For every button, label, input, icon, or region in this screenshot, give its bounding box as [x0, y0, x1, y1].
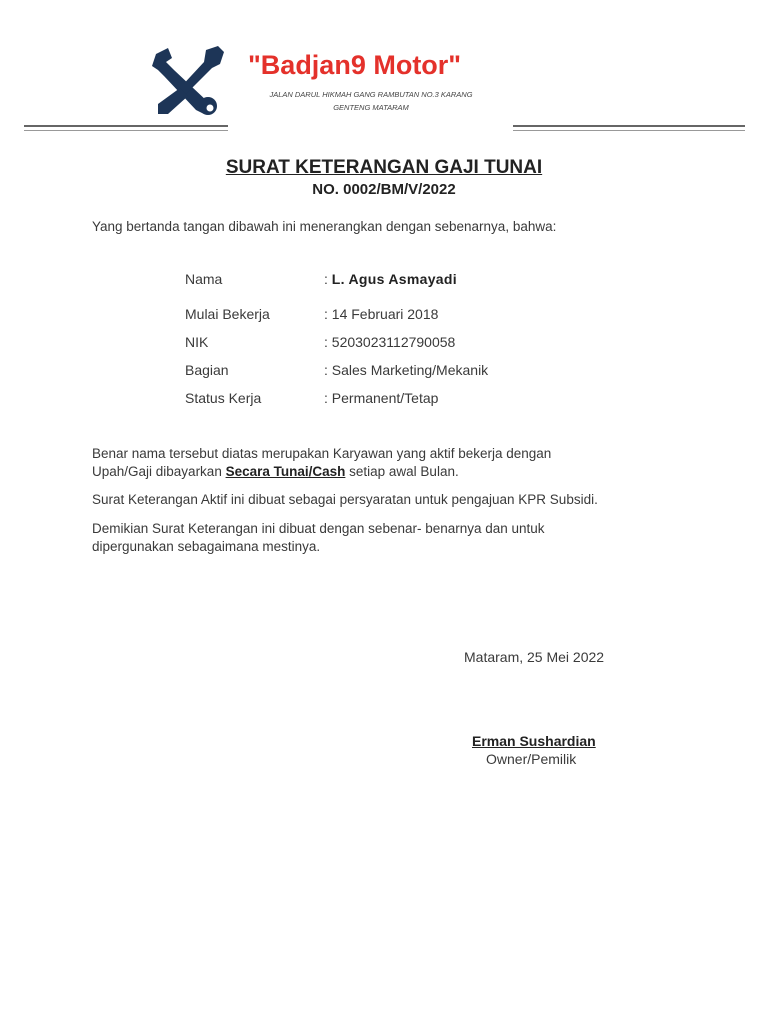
nik-number: 5203023112790058 — [331, 334, 456, 350]
department: Sales Marketing/Mekanik — [331, 362, 489, 378]
paragraph-closing — [92, 520, 692, 556]
employment-status: Permanent/Tetap — [331, 390, 439, 406]
letterhead-divider-left — [24, 125, 228, 127]
address-line-1: JALAN DARUL HIKMAH GANG RAMBUTAN NO.3 KARANG — [269, 90, 473, 99]
start-date: 14 Februari 2018 — [331, 306, 439, 322]
field-label-status-kerja: Status Kerja — [185, 390, 262, 406]
field-separator: : — [324, 334, 332, 350]
company-address — [236, 88, 506, 114]
paragraph-statement-line-1: Benar nama tersebut diatas merupakan Karyawan yang aktif bekerja dengan — [92, 446, 552, 461]
paragraph-closing-line-1: Demikian Surat Keterangan ini dibuat dengan sebenar- benarnya dan untuk — [92, 521, 545, 536]
paragraph-statement — [92, 445, 692, 481]
letterhead-divider-right — [513, 125, 745, 127]
field-separator: : — [324, 390, 332, 406]
letterhead-divider-right-thin — [513, 130, 745, 131]
wrench-screwdriver-icon — [150, 44, 226, 116]
field-value-bagian — [324, 362, 488, 378]
paragraph-purpose: Surat Keterangan Aktif ini dibuat sebagai persyaratan untuk pengajuan KPR Subsidi. — [92, 492, 598, 507]
payment-method-emphasis: Secara Tunai/Cash — [225, 464, 346, 479]
company-name: "Badjan9 Motor" — [248, 50, 462, 80]
paragraph-statement-line-2 — [92, 463, 692, 481]
paragraph-closing-line-2: dipergunakan sebagaimana mestinya. — [92, 539, 321, 554]
field-value-mulai-bekerja — [324, 306, 438, 322]
field-separator: : — [324, 362, 332, 378]
signer-role: Owner/Pemilik — [486, 751, 577, 767]
document-title: SURAT KETERANGAN GAJI TUNAI — [225, 157, 543, 178]
intro-text: Yang bertanda tangan dibawah ini menerangkan dengan sebenarnya, bahwa: — [92, 219, 557, 234]
field-separator: : — [324, 306, 332, 322]
field-value-status-kerja — [324, 390, 438, 406]
address-line-2: GENTENG MATARAM — [333, 103, 409, 112]
field-label-nama: Nama — [185, 271, 223, 287]
signer-name: Erman Sushardian — [472, 733, 596, 749]
field-label-bagian: Bagian — [185, 362, 229, 378]
document-number: NO. 0002/BM/V/2022 — [312, 181, 456, 198]
place-date: Mataram, 25 Mei 2022 — [464, 649, 605, 665]
field-value-nik — [324, 334, 455, 350]
field-separator: : — [324, 271, 332, 287]
field-value-nama — [324, 271, 457, 287]
statement-text-end: setiap awal Bulan. — [345, 464, 459, 479]
statement-text: Upah/Gaji dibayarkan — [92, 464, 226, 479]
employee-name: L. Agus Asmayadi — [331, 271, 457, 287]
field-label-nik: NIK — [185, 334, 209, 350]
letterhead-divider-left-thin — [24, 130, 228, 131]
field-label-mulai-bekerja: Mulai Bekerja — [185, 306, 270, 322]
